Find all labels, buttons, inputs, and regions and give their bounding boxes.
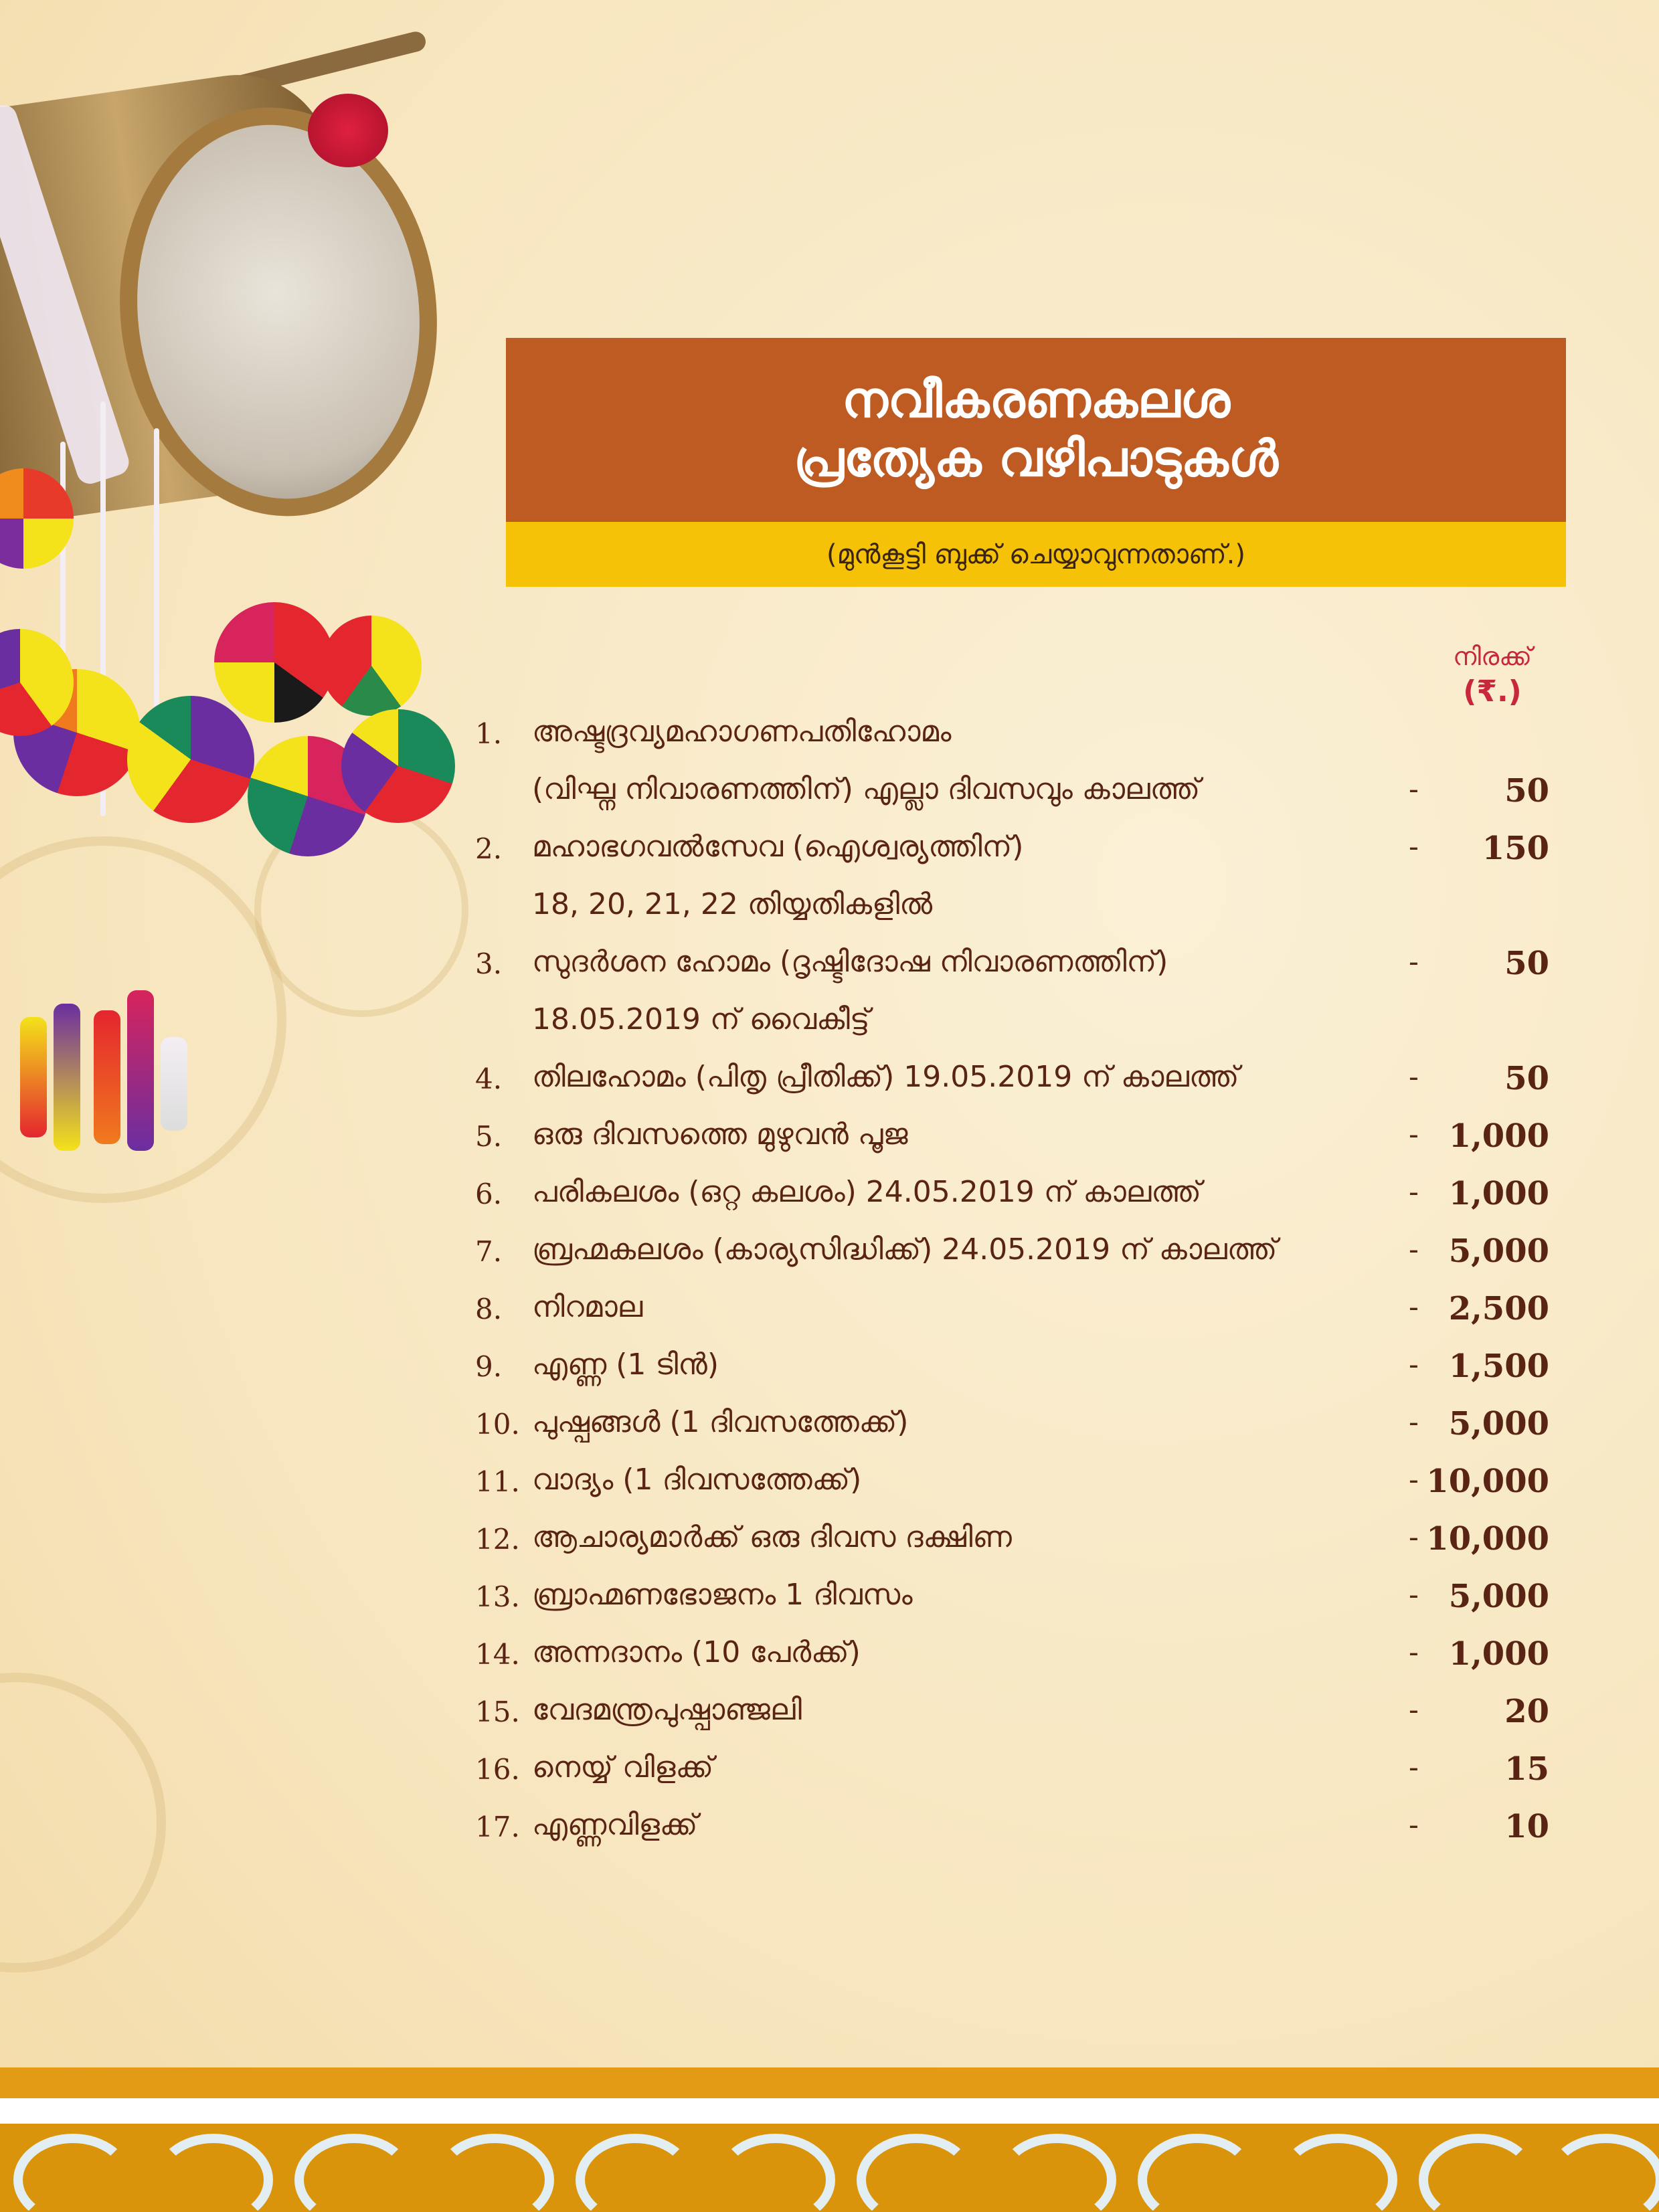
item-detail: 18.05.2019 ന് വൈകീട്ട് (532, 1002, 870, 1036)
list-item (468, 1744, 1566, 1801)
red-pompom (308, 94, 388, 167)
list-item (468, 938, 1566, 996)
separator-dash: - (1409, 1348, 1419, 1382)
item-name: മഹാഭഗവൽസേവ (ഐശ്വര്യത്തിന്) (532, 830, 1024, 864)
item-name: അന്നദാനം (10 പേർക്ക്) (532, 1635, 861, 1669)
item-number: 15. (475, 1695, 520, 1728)
list-item (468, 1283, 1566, 1341)
list-item (468, 1053, 1566, 1111)
item-amount: 10 (1504, 1808, 1549, 1845)
hanging-tassel (54, 1004, 80, 1151)
border-swirl (716, 2134, 835, 2212)
list-item (468, 1801, 1566, 1859)
booking-note: (മുൻകൂട്ടി ബുക്ക് ചെയ്യാവുന്നതാണ്.) (506, 522, 1566, 587)
separator-dash: - (1409, 1635, 1419, 1669)
rate-column-header (1419, 641, 1566, 710)
list-item (468, 1571, 1566, 1629)
item-number: 12. (475, 1523, 520, 1556)
item-number: 16. (475, 1753, 520, 1786)
border-swirl (857, 2134, 976, 2212)
separator-dash: - (1409, 1693, 1419, 1727)
item-amount: 1,000 (1448, 1175, 1549, 1212)
rate-unit: (₹.) (1463, 674, 1522, 709)
pompom (321, 616, 422, 716)
border-swirl (1419, 2134, 1538, 2212)
item-name: നെയ്യ് വിളക്ക് (532, 1750, 714, 1784)
item-amount: 15 (1504, 1750, 1549, 1788)
item-name: ബ്രാഹ്മണഭോജനം 1 ദിവസം (532, 1578, 913, 1612)
item-number: 3. (475, 947, 503, 980)
item-number: 7. (475, 1235, 503, 1268)
separator-dash: - (1409, 1405, 1419, 1439)
item-name: ഒരു ദിവസത്തെ മുഴുവൻ പൂജ (532, 1117, 908, 1151)
list-item (468, 1513, 1566, 1571)
border-swirl (294, 2134, 414, 2212)
item-amount: 2,500 (1448, 1290, 1549, 1327)
list-item (468, 1456, 1566, 1513)
item-number: 13. (475, 1580, 520, 1613)
item-name: എണ്ണവിളക്ക് (532, 1808, 698, 1842)
list-item (468, 1686, 1566, 1744)
chenda-drum-illustration (0, 27, 468, 1204)
border-swirl (1546, 2134, 1659, 2212)
item-number: 14. (475, 1638, 520, 1671)
border-swirl (154, 2134, 273, 2212)
item-number: 8. (475, 1293, 503, 1325)
item-amount: 10,000 (1426, 1520, 1549, 1558)
border-swirl (1278, 2134, 1397, 2212)
item-detail: 18, 20, 21, 22 തിയ്യതികളിൽ (532, 887, 933, 921)
item-detail: (വിഘ്ന നിവാരണത്തിന്) എല്ലാ ദിവസവും കാലത്ത് (532, 772, 1201, 806)
border-swirl (435, 2134, 554, 2212)
item-name: നിറമാല (532, 1290, 643, 1324)
item-number: 2. (475, 832, 503, 865)
separator-dash: - (1409, 1578, 1419, 1612)
rate-label: നിരക്ക് (1453, 642, 1532, 671)
item-amount: 1,000 (1448, 1117, 1549, 1155)
item-name: സുദർശന ഹോമം (ദൃഷ്ടിദോഷ നിവാരണത്തിന്) (532, 945, 1168, 979)
hanging-tassel (127, 990, 154, 1151)
item-number: 5. (475, 1120, 503, 1153)
item-name: ആചാര്യമാർക്ക് ഒരു ദിവസ ദക്ഷിണ (532, 1520, 1012, 1554)
separator-dash: - (1409, 1117, 1419, 1151)
footer-gold-stripe (0, 2067, 1659, 2098)
list-item (468, 708, 1566, 765)
item-name: വാദ്യം (1 ദിവസത്തേക്ക്) (532, 1463, 862, 1497)
hanging-tassel (94, 1010, 120, 1144)
list-item (468, 1168, 1566, 1226)
item-amount: 50 (1504, 1060, 1549, 1097)
separator-dash: - (1409, 1520, 1419, 1554)
page-title-line2: പ്രത്യേക വഴിപാടുകൾ (794, 430, 1278, 488)
item-amount: 50 (1504, 945, 1549, 982)
item-name: പുഷ്പങ്ങൾ (1 ദിവസത്തേക്ക്) (532, 1405, 909, 1439)
item-amount: 20 (1504, 1693, 1549, 1730)
title-banner (506, 338, 1566, 522)
separator-dash: - (1409, 1175, 1419, 1209)
separator-dash: - (1409, 1463, 1419, 1497)
item-amount: 1,000 (1448, 1635, 1549, 1673)
border-swirl (1138, 2134, 1257, 2212)
list-item-continuation (468, 881, 1566, 938)
item-number: 4. (475, 1063, 503, 1095)
item-name: എണ്ണ (1 ടിൻ) (532, 1348, 719, 1382)
list-item-continuation (468, 765, 1566, 823)
list-item (468, 1341, 1566, 1398)
background-floral-ornament (0, 1673, 166, 1972)
item-number: 11. (475, 1465, 520, 1498)
pompom (341, 709, 455, 823)
item-amount: 1,500 (1448, 1348, 1549, 1385)
item-name: പരികലശം (ഒറ്റ കലശം) 24.05.2019 ന് കാലത്ത് (532, 1175, 1201, 1209)
item-name: ബ്രഹ്മകലശം (കാര്യസിദ്ധിക്ക്) 24.05.2019 ന് കാലത്ത് (532, 1232, 1278, 1267)
list-item (468, 823, 1566, 881)
item-number: 10. (475, 1408, 520, 1441)
border-swirl (997, 2134, 1116, 2212)
item-number: 9. (475, 1350, 503, 1383)
item-amount: 5,000 (1448, 1578, 1549, 1615)
separator-dash: - (1409, 772, 1419, 806)
item-number: 1. (475, 717, 503, 750)
list-item (468, 1111, 1566, 1168)
item-amount: 10,000 (1426, 1463, 1549, 1500)
list-item (468, 1398, 1566, 1456)
item-number: 6. (475, 1178, 503, 1210)
hanging-tassel (161, 1037, 187, 1131)
border-swirl (576, 2134, 695, 2212)
item-amount: 5,000 (1448, 1405, 1549, 1443)
pompom (214, 602, 335, 723)
list-item-continuation (468, 996, 1566, 1053)
item-amount: 50 (1504, 772, 1549, 810)
list-item (468, 1226, 1566, 1283)
hanging-tassel (20, 1017, 47, 1137)
item-name: അഷ്ടദ്രവ്യമഹാഗണപതിഹോമം (532, 715, 952, 749)
list-item (468, 1629, 1566, 1686)
page-title-line1: നവീകരണകലശ (842, 371, 1230, 430)
item-number: 17. (475, 1811, 520, 1843)
item-name: വേദമന്ത്രപുഷ്പാഞ്ജലി (532, 1693, 802, 1727)
separator-dash: - (1409, 1750, 1419, 1784)
separator-dash: - (1409, 1232, 1419, 1267)
item-amount: 5,000 (1448, 1232, 1549, 1270)
item-amount: 150 (1482, 830, 1549, 867)
separator-dash: - (1409, 1290, 1419, 1324)
footer-ornamental-border (0, 2124, 1659, 2212)
offerings-list (468, 708, 1566, 1859)
item-name: തിലഹോമം (പിതൃ പ്രീതിക്ക്) 19.05.2019 ന് കാലത്ത് (532, 1060, 1239, 1094)
border-swirl (13, 2134, 133, 2212)
separator-dash: - (1409, 1808, 1419, 1842)
separator-dash: - (1409, 1060, 1419, 1094)
separator-dash: - (1409, 945, 1419, 979)
separator-dash: - (1409, 830, 1419, 864)
footer-white-stripe (0, 2098, 1659, 2124)
pompom (127, 696, 254, 823)
